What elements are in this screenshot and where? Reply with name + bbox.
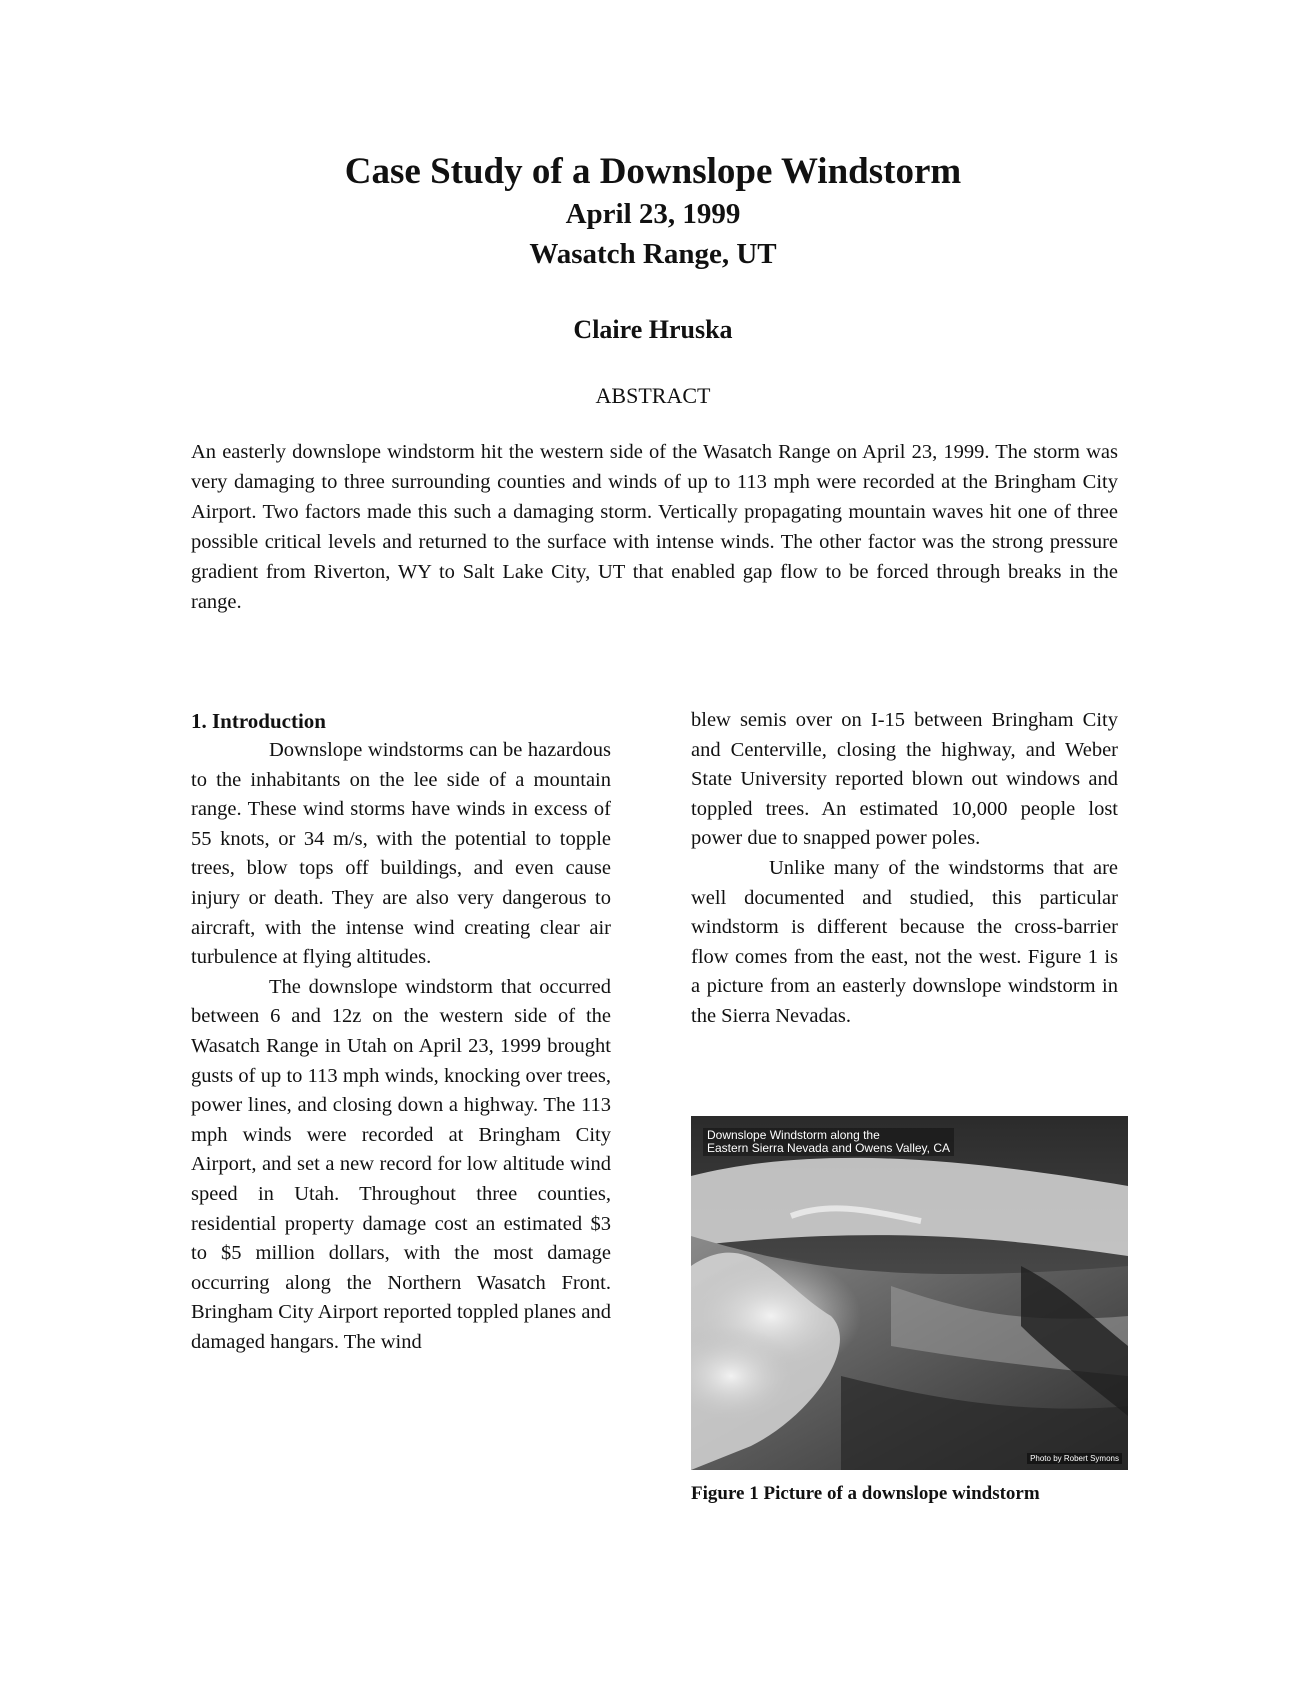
right-column	[691, 706, 1118, 1032]
paper-date: April 23, 1999	[565, 198, 741, 230]
left-column	[191, 706, 611, 1357]
figure-overlay-label	[703, 1128, 954, 1156]
paper-title: Case Study of a Downslope Windstorm	[344, 151, 962, 192]
photo-credit: Photo by Robert Symons	[1027, 1453, 1122, 1464]
paper-location: Wasatch Range, UT	[529, 238, 777, 270]
figure-overlay-line-1: Downslope Windstorm along the	[707, 1128, 880, 1142]
title-block	[0, 150, 1306, 274]
figure-caption: Figure 1 Picture of a downslope windstorm	[691, 1483, 1040, 1504]
figure-1-image	[691, 1116, 1128, 1470]
section-heading: 1. Introduction	[191, 709, 326, 733]
figure-overlay-line-2: Eastern Sierra Nevada and Owens Valley, CA	[707, 1141, 951, 1155]
intro-paragraph-2-continued: blew semis over on I-15 between Bringham City and Centerville, closing the highway, and Weber State University reported blown out windows and toppled trees. An estimated 10,000 people lost power due to snapped power poles.	[691, 709, 1118, 850]
abstract-text: An easterly downslope windstorm hit the western side of the Wasatch Range on April 23, 1999. The storm was very damaging to three surrounding counties and winds of up to 113 mph were recorded at the Bringham City Airport. Two factors made this such a damaging storm. Vertically propagating mountain waves hit one of three possible critical levels and returned to the surface with intense winds. The other factor was the strong pressure gradient from Riverton, WY to Salt Lake City, UT that enabled gap flow to be forced through breaks in the range.	[191, 441, 1118, 613]
intro-paragraph-1: Downslope windstorms can be hazardous to the inhabitants on the lee side of a mountain range. These wind storms have winds in excess of 55 knots, or 34 m/s, with the potential to topple trees, blow tops off buildings, and even cause injury or death. They are also very dangerous to aircraft, with the intense wind creating clear air turbulence at flying altitudes.	[191, 739, 611, 969]
intro-paragraph-3: Unlike many of the windstorms that are well documented and studied, this particular windstorm is different because the cross-barrier flow comes from the east, not the west. Figure 1 is a picture from an easterly downslope windstorm in the Sierra Nevadas.	[691, 856, 1118, 1027]
intro-paragraph-2: The downslope windstorm that occurred between 6 and 12z on the western side of the Wasatch Range in Utah on April 23, 1999 brought gusts of up to 113 mph winds, knocking over trees, power lines, and closing down a highway. The 113 mph winds were recorded at Bringham City Airport, and set a new record for low altitude wind speed in Utah. Throughout three counties, residential property damage cost an estimated $3 to $5 million dollars, with the most damage occurring along the Northern Wasatch Front. Bringham City Airport reported toppled planes and damaged hangars. The wind	[191, 975, 611, 1353]
abstract-heading: ABSTRACT	[595, 383, 711, 408]
windstorm-photo	[691, 1116, 1128, 1470]
author-name: Claire Hruska	[573, 315, 733, 344]
